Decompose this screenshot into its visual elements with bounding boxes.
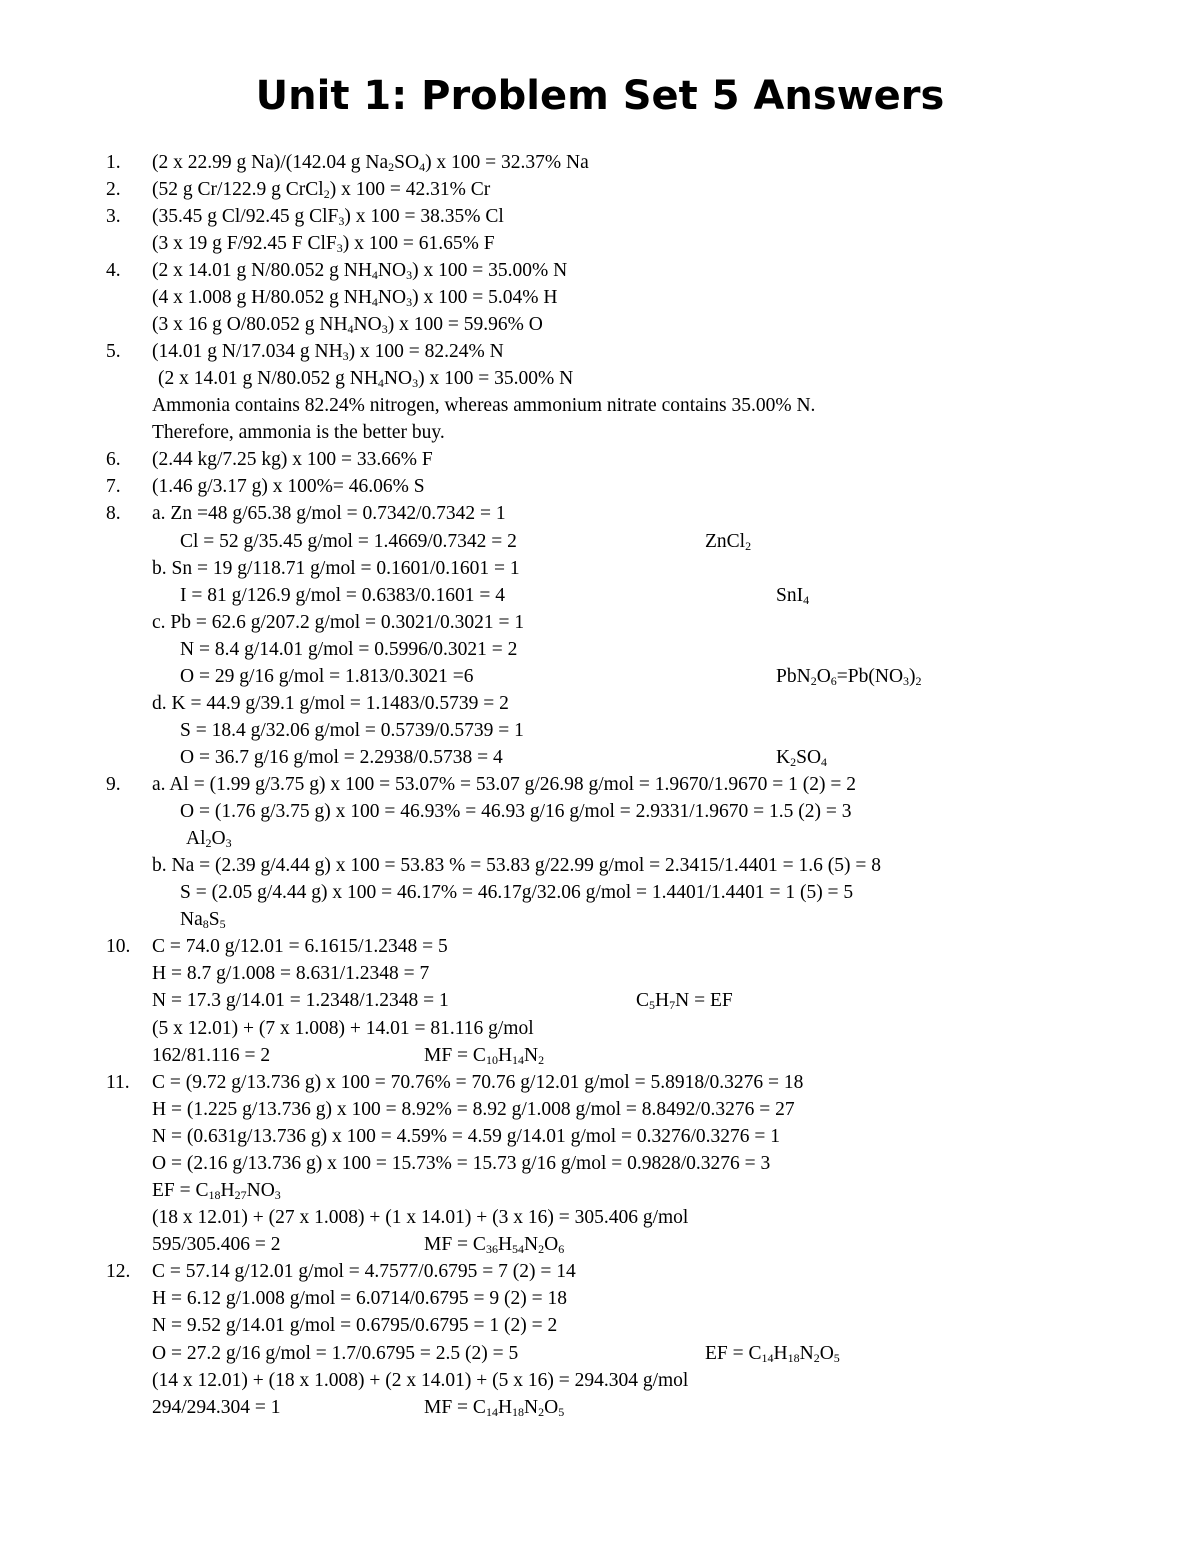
- answer-line: (1.46 g/3.17 g) x 100%= 46.06% S: [152, 476, 425, 497]
- answer-line: Ammonia contains 82.24% nitrogen, whereas ammonium nitrate contains 35.00% N.: [152, 395, 816, 416]
- problem-number: 6.: [106, 449, 121, 470]
- answer-line: S = 18.4 g/32.06 g/mol = 0.5739/0.5739 = 1: [180, 720, 524, 741]
- answer-line: d. K = 44.9 g/39.1 g/mol = 1.1483/0.5739 = 2: [152, 693, 509, 714]
- answer-line: N = 9.52 g/14.01 g/mol = 0.6795/0.6795 = 1 (2) = 2: [152, 1315, 558, 1336]
- answer-line: O = 27.2 g/16 g/mol = 1.7/0.6795 = 2.5 (2) = 5: [152, 1343, 519, 1364]
- answer-line: b. Na = (2.39 g/4.44 g) x 100 = 53.83 % = 53.83 g/22.99 g/mol = 2.3415/1.4401 = 1.6 (5) = 8: [152, 855, 881, 876]
- molecular-formula: MF = $C_{10}H_{14}N_2$: [424, 1045, 545, 1067]
- problem-number: 11.: [106, 1072, 130, 1093]
- answer-line: Cl = 52 g/35.45 g/mol = 1.4669/0.7342 = 2: [180, 531, 517, 552]
- answer-line: (2 x 14.01 g N/80.052 g $NH_4NO_3$) x 100 = 35.00% N: [158, 368, 574, 390]
- formula-answer: $PbN_2O_6=Pb(NO_3)_2$: [776, 666, 922, 688]
- formula-answer: ZnCl$_2$: [705, 531, 752, 553]
- answer-line: O = (1.76 g/3.75 g) x 100 = 46.93% = 46.93 g/16 g/mol = 2.9331/1.9670 = 1.5 (2) = 3: [180, 801, 852, 822]
- answer-line: (3 x 16 g O/80.052 g $NH_4NO_3$) x 100 = 59.96% O: [152, 314, 543, 336]
- answer-line: Therefore, ammonia is the better buy.: [152, 422, 445, 443]
- answer-line: O = 36.7 g/16 g/mol = 2.2938/0.5738 = 4: [180, 747, 503, 768]
- problem-number: 10.: [106, 936, 131, 957]
- answer-line: 595/305.406 = 2: [152, 1234, 281, 1255]
- page-title: Unit 1: Problem Set 5 Answers: [255, 73, 945, 119]
- answer-line: H = (1.225 g/13.736 g) x 100 = 8.92% = 8.92 g/1.008 g/mol = 8.8492/0.3276 = 27: [152, 1099, 795, 1120]
- answer-line: N = 8.4 g/14.01 g/mol = 0.5996/0.3021 = 2: [180, 639, 518, 660]
- answer-line: (35.45 g Cl/92.45 g ClF$_3$) x 100 = 38.35% Cl: [152, 206, 504, 228]
- answer-line: b. Sn = 19 g/118.71 g/mol = 0.1601/0.1601 = 1: [152, 558, 520, 579]
- answer-line: c. Pb = 62.6 g/207.2 g/mol = 0.3021/0.3021 = 1: [152, 612, 525, 633]
- formula-answer: $K_2SO_4$: [776, 747, 828, 769]
- problem-number: 2.: [106, 179, 121, 200]
- problem-number: 3.: [106, 206, 121, 227]
- problem-number: 8.: [106, 503, 121, 524]
- answer-line: (3 x 19 g F/92.45 F ClF$_3$) x 100 = 61.65% F: [152, 233, 495, 255]
- empirical-formula: EF = $C_{14}H_{18}N_2O_5$: [705, 1343, 840, 1365]
- answer-line: H = 6.12 g/1.008 g/mol = 6.0714/0.6795 = 9 (2) = 18: [152, 1288, 568, 1309]
- problem-number: 5.: [106, 341, 121, 362]
- answer-line: H = 8.7 g/1.008 = 8.631/1.2348 = 7: [152, 963, 430, 984]
- formula-answer: $Al_2O_3$: [186, 828, 232, 850]
- problem-number: 12.: [106, 1261, 131, 1282]
- answer-line: 162/81.116 = 2: [152, 1045, 271, 1066]
- empirical-formula: EF = $C_{18}H_{27}NO_3$: [152, 1180, 281, 1202]
- formula-answer: $Na_8S_5$: [180, 909, 226, 931]
- answer-line: C = 57.14 g/12.01 g/mol = 4.7577/0.6795 = 7 (2) = 14: [152, 1261, 576, 1282]
- answer-line: N = 17.3 g/14.01 = 1.2348/1.2348 = 1: [152, 990, 449, 1011]
- answer-line: (14 x 12.01) + (18 x 1.008) + (2 x 14.01) + (5 x 16) = 294.304 g/mol: [152, 1370, 689, 1391]
- answer-line: C = (9.72 g/13.736 g) x 100 = 70.76% = 70.76 g/12.01 g/mol = 5.8918/0.3276 = 18: [152, 1072, 804, 1093]
- formula-answer: SnI$_4$: [776, 585, 810, 607]
- answer-line: (2 x 14.01 g N/80.052 g $NH_4NO_3$) x 100 = 35.00% N: [152, 260, 568, 282]
- answer-line: I = 81 g/126.9 g/mol = 0.6383/0.1601 = 4: [180, 585, 505, 606]
- molecular-formula: MF = $C_{36}H_{54}N_2O_6$: [424, 1234, 565, 1256]
- answer-line: a. Al = (1.99 g/3.75 g) x 100 = 53.07% = 53.07 g/26.98 g/mol = 1.9670/1.9670 = 1 (2) = 2: [152, 774, 857, 795]
- answer-line: C = 74.0 g/12.01 = 6.1615/1.2348 = 5: [152, 936, 448, 957]
- problem-number: 7.: [106, 476, 121, 497]
- answer-line: N = (0.631g/13.736 g) x 100 = 4.59% = 4.59 g/14.01 g/mol = 0.3276/0.3276 = 1: [152, 1126, 781, 1147]
- answer-line: (18 x 12.01) + (27 x 1.008) + (1 x 14.01) + (3 x 16) = 305.406 g/mol: [152, 1207, 689, 1228]
- problem-number: 9.: [106, 774, 121, 795]
- empirical-formula: $C_5H_7N$ = EF: [636, 990, 733, 1012]
- answer-line: (4 x 1.008 g H/80.052 g $NH_4NO_3$) x 100 = 5.04% H: [152, 287, 558, 309]
- answer-line: (2.44 kg/7.25 kg) x 100 = 33.66% F: [152, 449, 433, 470]
- answer-line: S = (2.05 g/4.44 g) x 100 = 46.17% = 46.17g/32.06 g/mol = 1.4401/1.4401 = 1 (5) = 5: [180, 882, 854, 903]
- problem-number: 1.: [106, 152, 121, 173]
- answer-line: O = 29 g/16 g/mol = 1.813/0.3021 =6: [180, 666, 474, 687]
- answer-line: O = (2.16 g/13.736 g) x 100 = 15.73% = 15.73 g/16 g/mol = 0.9828/0.3276 = 3: [152, 1153, 771, 1174]
- answer-line: (52 g Cr/122.9 g CrCl$_2$) x 100 = 42.31% Cr: [152, 179, 491, 201]
- answer-line: (5 x 12.01) + (7 x 1.008) + 14.01 = 81.116 g/mol: [152, 1018, 534, 1039]
- answer-line: a. Zn =48 g/65.38 g/mol = 0.7342/0.7342 = 1: [152, 503, 506, 524]
- molecular-formula: MF = $C_{14}H_{18}N_2O_5$: [424, 1397, 565, 1419]
- answer-line: (2 x 22.99 g Na)/(142.04 g $Na_2SO_4$) x 100 = 32.37% Na: [152, 152, 589, 174]
- problem-number: 4.: [106, 260, 121, 281]
- answer-line: 294/294.304 = 1: [152, 1397, 281, 1418]
- answer-line: (14.01 g N/17.034 g $NH_3$) x 100 = 82.24% N: [152, 341, 504, 363]
